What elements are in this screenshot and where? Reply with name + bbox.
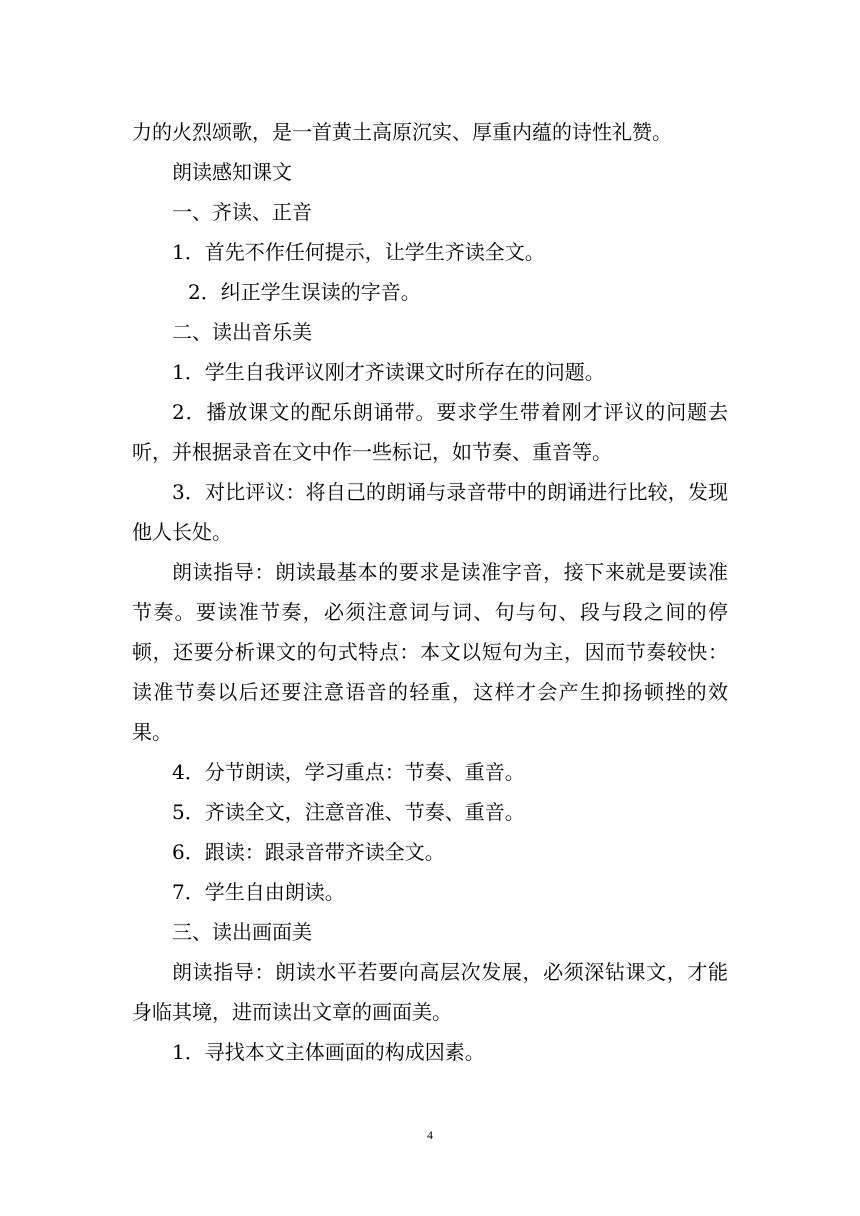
paragraph-continuation: 力的火烈颂歌，是一首黄土高原沉实、厚重内蕴的诗性礼赞。	[132, 120, 672, 144]
list-item: 5．齐读全文，注意音准、节奏、重音。	[172, 800, 525, 824]
list-item: 1．学生自我评议刚才齐读课文时所存在的问题。	[172, 360, 605, 384]
section-heading-3: 三、读出画面美	[172, 920, 312, 944]
paragraph-continuation: 果。	[132, 720, 172, 744]
list-item: 4．分节朗读，学习重点：节奏、重音。	[172, 760, 525, 784]
page-number: 4	[427, 1128, 433, 1142]
list-item: 1．寻找本文主体画面的构成因素。	[172, 1040, 485, 1064]
reading-guidance-paragraph: 朗读指导：朗读水平若要向高层次发展，必须深钻课文，才能身临其境，进而读出文章的画面美。	[132, 960, 728, 1024]
heading-reading-perception: 朗读感知课文	[172, 160, 292, 184]
list-item: 7．学生自由朗读。	[172, 880, 345, 904]
list-item: 2．纠正学生误读的字音。	[188, 280, 421, 304]
list-item: 1．首先不作任何提示，让学生齐读全文。	[172, 240, 545, 264]
section-heading-2: 二、读出音乐美	[172, 320, 312, 344]
section-heading-1: 一、齐读、正音	[172, 200, 312, 224]
reading-guidance-paragraph: 朗读指导：朗读最基本的要求是读准字音，接下来就是要读准节奏。要读准节奏，必须注意词与词、句与句、段与段之间的停顿，还要分析课文的句式特点：本文以短句为主，因而节奏较快：读准节奏以后还要注意语音的轻重，这样才会产生抑扬顿挫的效	[132, 560, 728, 704]
page-body	[132, 112, 728, 1072]
list-item: 6．跟读：跟录音带齐读全文。	[172, 840, 445, 864]
list-item: 3．对比评议：将自己的朗诵与录音带中的朗诵进行比较，发现他人长处。	[132, 480, 728, 544]
list-item: 2．播放课文的配乐朗诵带。要求学生带着刚才评议的问题去听，并根据录音在文中作一些标记，如节奏、重音等。	[132, 400, 728, 464]
